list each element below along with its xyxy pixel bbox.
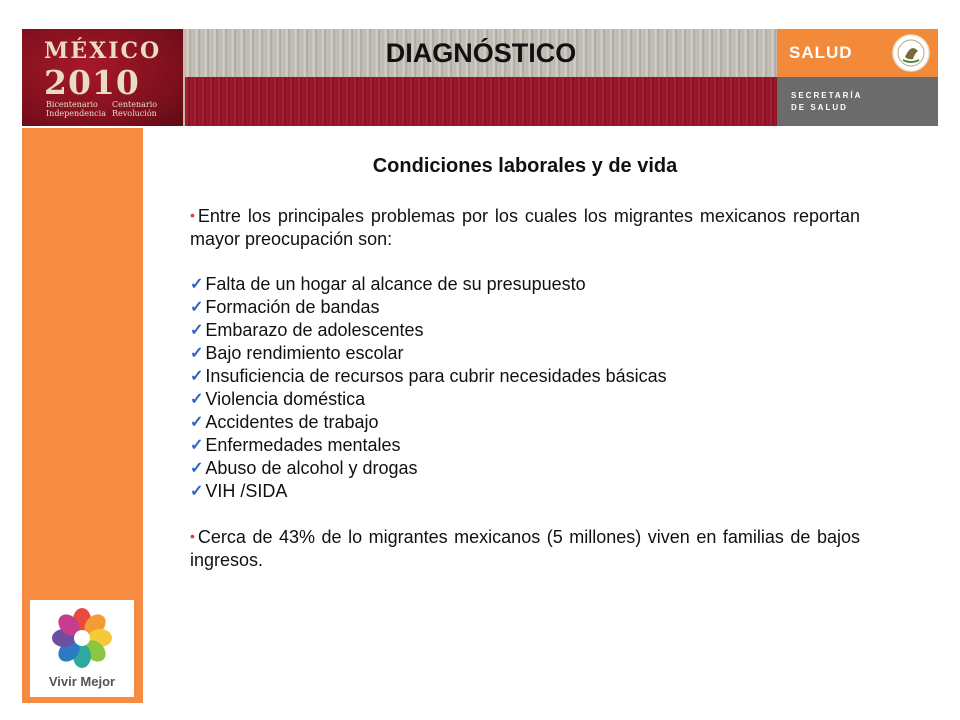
main-content bbox=[190, 155, 860, 572]
header-banner bbox=[22, 29, 938, 126]
list-item-text: Bajo rendimiento escolar bbox=[205, 343, 404, 363]
logo-sub-left: Bicentenario Independencia bbox=[46, 100, 106, 118]
bullet-dot-icon: • bbox=[190, 207, 195, 223]
secretaria-line2: DE SALUD bbox=[791, 103, 848, 112]
secretaria-line1: SECRETARÍA bbox=[791, 91, 863, 100]
eagle-seal-icon bbox=[891, 33, 931, 73]
list-item-text: Embarazo de adolescentes bbox=[205, 320, 424, 340]
intro-paragraph bbox=[190, 204, 860, 251]
list-item bbox=[190, 342, 860, 365]
checkmark-icon: ✓ bbox=[190, 276, 204, 293]
list-item-text: Formación de bandas bbox=[205, 297, 380, 317]
list-item bbox=[190, 457, 860, 480]
secretaria-de-salud bbox=[777, 77, 938, 126]
vivir-mejor-text: Vivir Mejor bbox=[48, 674, 116, 689]
list-item bbox=[190, 296, 860, 319]
bullet-dot-icon: • bbox=[190, 528, 195, 544]
checkmark-icon: ✓ bbox=[190, 460, 204, 477]
left-sidebar bbox=[22, 128, 143, 703]
problem-list bbox=[190, 273, 860, 503]
list-item bbox=[190, 388, 860, 411]
page-title: DIAGNÓSTICO bbox=[385, 37, 577, 68]
list-item-text: Violencia doméstica bbox=[205, 389, 366, 409]
logo-year: 2010 bbox=[44, 63, 140, 102]
checkmark-icon: ✓ bbox=[190, 322, 204, 339]
mexico-seal bbox=[883, 29, 938, 77]
list-item bbox=[190, 273, 860, 296]
closing-text: Cerca de 43% de lo migrantes mexicanos (5 millones) viven en familias de bajos ingresos. bbox=[190, 527, 860, 570]
flower-logo-icon bbox=[30, 600, 134, 672]
section-subtitle: Condiciones laborales y de vida bbox=[372, 155, 678, 177]
list-item-text: Falta de un hogar al alcance de su presupuesto bbox=[205, 274, 586, 294]
list-item bbox=[190, 411, 860, 434]
list-item bbox=[190, 480, 860, 503]
salud-label: SALUD bbox=[777, 29, 883, 77]
closing-paragraph bbox=[190, 525, 860, 572]
list-item-text: Abuso de alcohol y drogas bbox=[205, 458, 418, 478]
logo-title: MÉXICO bbox=[44, 38, 162, 64]
checkmark-icon: ✓ bbox=[190, 345, 204, 362]
list-item-text: Accidentes de trabajo bbox=[205, 412, 379, 432]
checkmark-icon: ✓ bbox=[190, 391, 204, 408]
intro-text: Entre los principales problemas por los cuales los migrantes mexicanos reportan mayor preocupación son: bbox=[190, 206, 860, 249]
banner-texture-bottom bbox=[185, 77, 777, 126]
list-item bbox=[190, 434, 860, 457]
logo-sub-right: Centenario Revolución bbox=[112, 100, 158, 118]
vivir-mejor-logo bbox=[30, 600, 134, 697]
list-item-text: VIH /SIDA bbox=[205, 481, 288, 501]
mexico-2010-logo bbox=[22, 29, 185, 126]
checkmark-icon: ✓ bbox=[190, 368, 204, 385]
checkmark-icon: ✓ bbox=[190, 437, 204, 454]
checkmark-icon: ✓ bbox=[190, 483, 204, 500]
list-item bbox=[190, 319, 860, 342]
list-item-text: Enfermedades mentales bbox=[205, 435, 401, 455]
checkmark-icon: ✓ bbox=[190, 299, 204, 316]
list-item bbox=[190, 365, 860, 388]
checkmark-icon: ✓ bbox=[190, 414, 204, 431]
list-item-text: Insuficiencia de recursos para cubrir necesidades básicas bbox=[205, 366, 667, 386]
